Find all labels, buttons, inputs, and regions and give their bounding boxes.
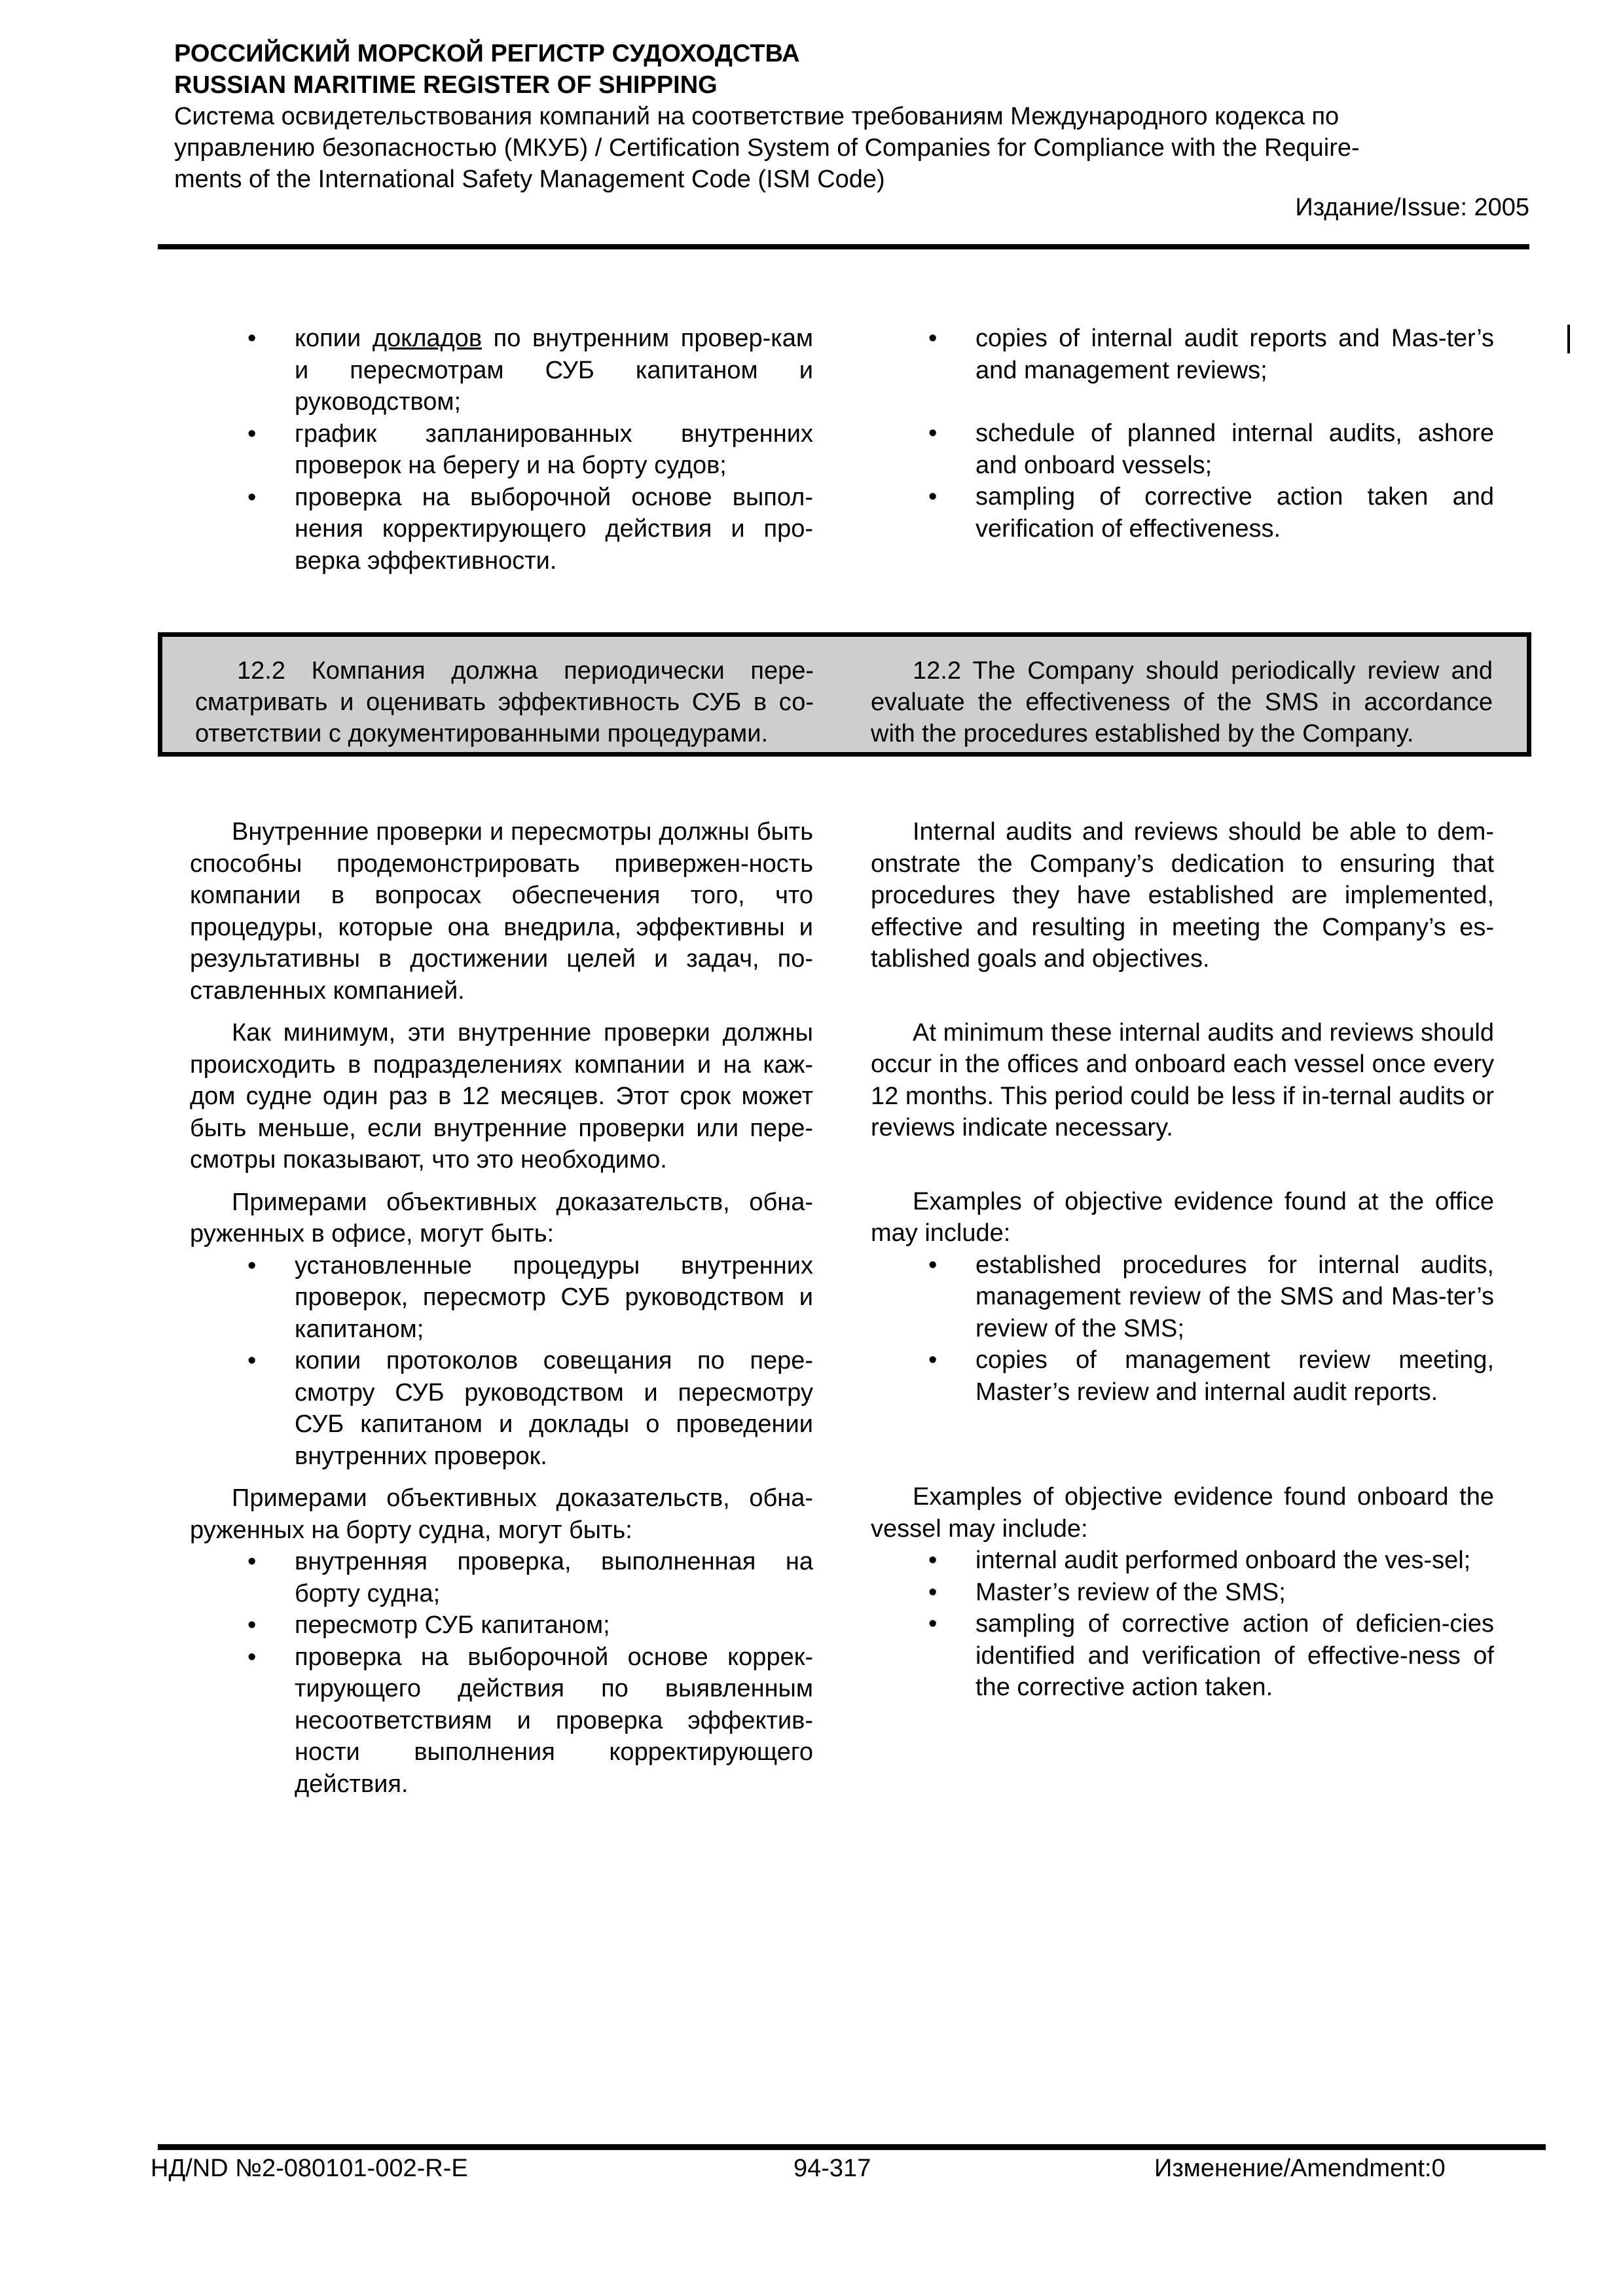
paragraph-en-4: Examples of objective evidence found onboard the vessel may include: (871, 1483, 1494, 1543)
paragraph-ru-4: Примерами объективных доказательств, обна-руженных на борту судна, могут быть: (190, 1484, 813, 1544)
paragraph-en-2: At minimum these internal audits and reviews should occur in the offices and onboard each vessel once every 12 months. This period could be less if in-ternal audits or reviews indicate necessary. (871, 1018, 1494, 1141)
footer-divider (158, 2144, 1546, 2150)
register-title-en: RUSSIAN MARITIME REGISTER OF SHIPPING (174, 71, 718, 99)
body-ru-column (190, 816, 813, 1800)
list-en-office (871, 1249, 1494, 1408)
change-bar (1567, 325, 1570, 353)
list-item: • sampling of corrective action of deficien-cies identified and verification of effective-ness of the corrective action taken. (928, 1608, 1494, 1704)
list-item: • copies of internal audit reports and Mas-ter’s and management reviews; (928, 323, 1494, 386)
subtitle-line-3: ments of the International Safety Management Code (ISM Code) (174, 166, 885, 193)
top-list-en-column (871, 323, 1494, 545)
requirement-box (158, 632, 1531, 757)
top-list-en (871, 323, 1494, 545)
issue-label: Издание/Issue: 2005 (1295, 194, 1529, 221)
page-number: 94-317 (793, 2155, 871, 2182)
doc-number: НД/ND №2-080101-002-R-E (151, 2155, 468, 2182)
body-en-column (871, 816, 1494, 1704)
list-item: • established procedures for internal audits, management review of the SMS and Mas-ter’s review of the SMS; (928, 1249, 1494, 1345)
list-item: • sampling of corrective action taken and verification of effectiveness. (928, 481, 1494, 545)
requirement-en: 12.2 The Company should periodically review and evaluate the effectiveness of the SMS in accordance with the procedures established by the Company. (871, 657, 1493, 747)
subtitle-line-1: Система освидетельствования компаний на соответствие требованиям Международного кодекса по (174, 103, 1340, 130)
list-item: • установленные процедуры внутренних проверок, пересмотр СУБ руководством и капитаном; (247, 1250, 813, 1346)
paragraph-ru-3: Примерами объективных доказательств, обна-руженных в офисе, могут быть: (190, 1188, 813, 1247)
top-list-ru (190, 323, 813, 577)
list-item: • пересмотр СУБ капитаном; (247, 1609, 813, 1641)
list-item-text: по внутренним провер-кам и пересмотрам СУБ капитаном и руководством; (295, 325, 813, 416)
subtitle-line-2: управлению безопасностью (МКУБ) / Certification System of Companies for Compliance with the Require- (174, 134, 1360, 162)
list-item: • график запланированных внутренних проверок на берегу и на борту судов; (247, 418, 813, 482)
list-item: • Master’s review of the SMS; (928, 1577, 1494, 1609)
list-item: • internal audit performed onboard the ves-sel; (928, 1545, 1494, 1577)
paragraph-ru-1: Внутренние проверки и пересмотры должны быть способны продемонстрировать привержен-ность компании в вопросах обеспечения того, что процедуры, которые она внедрила, эффективны и результативны в достижении целей и задач, по-ставленных компанией. (190, 818, 813, 1005)
list-item: • schedule of planned internal audits, ashore and onboard vessels; (928, 418, 1494, 481)
list-item: • копии протоколов совещания по пере-смотру СУБ руководством и пересмотру СУБ капитаном и доклады о проведении внутренних проверок. (247, 1345, 813, 1472)
register-title-ru: РОССИЙСКИЙ МОРСКОЙ РЕГИСТР СУДОХОДСТВА (174, 40, 800, 67)
paragraph-ru-2: Как минимум, эти внутренние проверки должны происходить в подразделениях компании и на каж-дом судне один раз в 12 месяцев. Этот срок может быть меньше, если внутренние проверки или пере-смотры показывают, что это необходимо. (190, 1019, 813, 1174)
list-item: • внутренняя проверка, выполненная на борту судна; (247, 1546, 813, 1609)
underlined-word: докладов (372, 325, 483, 352)
header-divider (158, 244, 1529, 249)
list-item: • проверка на выборочной основе выпол-нения корректирующего действия и про-верка эффективности. (247, 482, 813, 577)
list-item (247, 323, 813, 418)
list-ru-onboard (190, 1546, 813, 1800)
requirement-ru: 12.2 Компания должна периодически пере-сматривать и оценивать эффективность СУБ в со-ответствии с документированными процедурами. (195, 657, 814, 747)
paragraph-en-3: Examples of objective evidence found at the office may include: (871, 1187, 1494, 1247)
document-header (174, 38, 1529, 195)
list-item-prefix: копии (295, 325, 373, 352)
list-item: • проверка на выборочной основе коррек-тирующего действия по выявленным несоответствиям и проверка эффектив-ности выполнения корректирующего действия. (247, 1641, 813, 1801)
top-list-ru-column (190, 323, 813, 577)
list-ru-office (190, 1250, 813, 1473)
list-en-onboard (871, 1545, 1494, 1704)
list-item: • copies of management review meeting, Master’s review and internal audit reports. (928, 1344, 1494, 1408)
amendment-label: Изменение/Amendment:0 (1154, 2155, 1446, 2182)
paragraph-en-1: Internal audits and reviews should be able to dem-onstrate the Company’s dedication to ensuring that procedures they have established are implemented, effective and resulting in meeting the Company’s es-tablished goals and objectives. (871, 818, 1494, 973)
